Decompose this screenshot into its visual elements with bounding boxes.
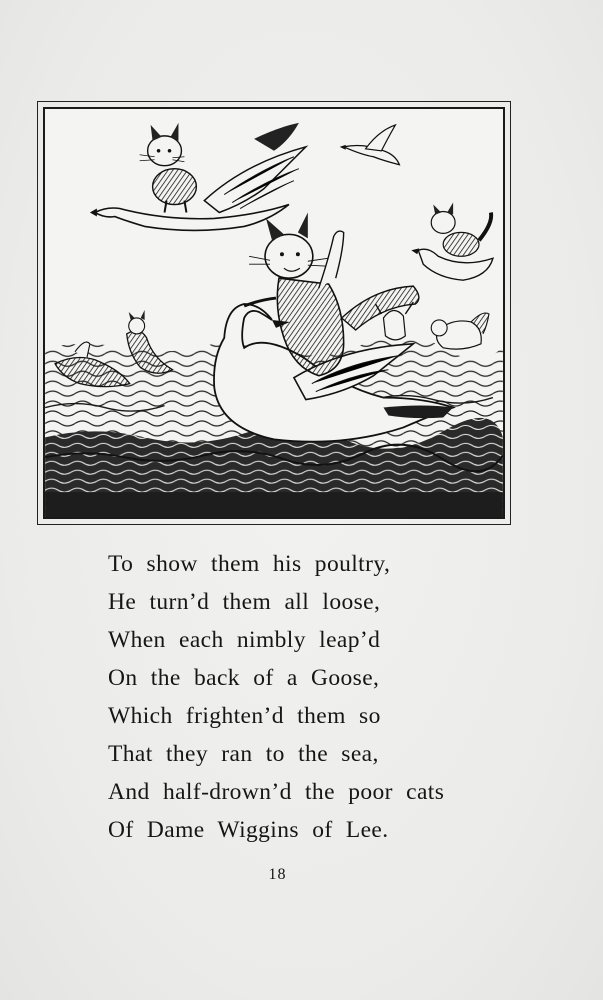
verse-line: To show them his poultry,: [108, 551, 391, 577]
verse-line: When each nimbly leap’d: [108, 627, 381, 653]
verse-line: That they ran to the sea,: [108, 741, 379, 767]
verse-line: And half-drown’d the poor cats: [108, 779, 445, 805]
verse-line: On the back of a Goose,: [108, 665, 380, 691]
verse-stanza: [108, 545, 508, 849]
woodcut-illustration: [45, 109, 503, 517]
verse-line: Of Dame Wiggins of Lee.: [108, 817, 389, 843]
page-number: 18: [268, 866, 287, 883]
verse-line: Which frighten’d them so: [108, 703, 381, 729]
illustration-frame: [43, 107, 505, 519]
verse-line: He turn’d them all loose,: [108, 589, 381, 615]
illustration-plate: [37, 101, 511, 525]
